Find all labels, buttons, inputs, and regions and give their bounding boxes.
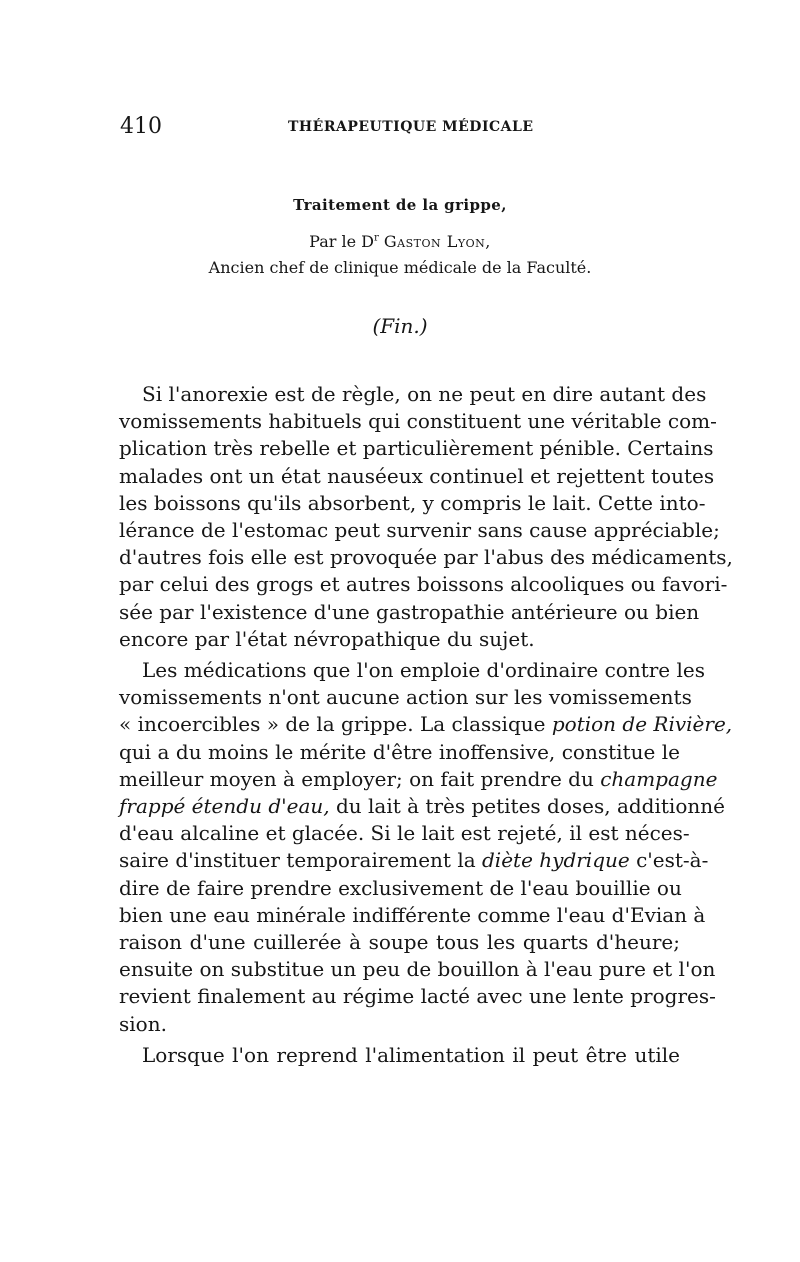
text-line [119,766,718,793]
paragraph-2 [119,657,733,1038]
running-title: THÉRAPEUTIQUE MÉDICALE [288,119,534,135]
running-head [120,114,683,144]
body-text [119,381,733,1073]
text-line: qui a du moins le mérite d'être inoffensive, constitue le [119,739,680,764]
text-line: par celui des grogs et autres boissons alcooliques ou favori- [119,572,728,597]
text-run: meilleur moyen à employer; on fait prendre du [119,766,601,791]
text-line: revient finalement au régime lacté avec une lente progres- [119,984,716,1009]
author-affiliation: Ancien chef de clinique médicale de la Faculté. [208,258,592,277]
italic-run: frappé étendu d'eau, [119,794,330,819]
page-number: 410 [120,114,162,139]
text-line: malades ont un état nauséeux continuel et rejettent toutes [119,463,715,488]
byline-prefix: Par le D [309,232,374,251]
text-line: d'autres fois elle est provoquée par l'abus des médicaments, [119,545,733,570]
paragraph-1 [119,381,733,653]
text-line [119,793,725,820]
text-line: ensuite on substitue un peu de bouillon à l'eau pure et l'on [119,957,716,982]
text-line: bien une eau minérale indifférente comme l'eau d'Evian à [119,902,706,927]
text-line: les boissons qu'ils absorbent, y compris le lait. Cette into- [119,490,706,515]
text-line: vomissements n'ont aucune action sur les vomissements [119,685,692,710]
italic-run: diète hydrique [482,848,630,873]
article-title: Traitement de la grippe, [293,196,507,214]
text-line: vomissements habituels qui constituent une véritable com- [119,409,717,434]
text-line: sion. [119,1011,167,1036]
text-line: sée par l'existence d'une gastropathie antérieure ou bien [119,599,700,624]
author-name: Gaston Lyon, [383,232,491,251]
text-line: dire de faire prendre exclusivement de l'eau bouillie ou [119,875,682,900]
italic-run: champagne [600,766,718,791]
byline-superscript: r [374,232,379,244]
text-run: du lait à très petites doses, additionné [329,794,725,819]
continuation-marker: (Fin.) [372,314,428,338]
text-line [119,711,733,738]
text-line: raison d'une cuillerée à soupe tous les quarts d'heure; [119,930,680,955]
text-line [119,847,709,874]
text-line: Si l'anorexie est de règle, on ne peut en dire autant des [142,382,707,406]
text-line: lérance de l'estomac peut survenir sans cause appréciable; [119,518,720,543]
paragraph-3 [119,1042,680,1069]
text-line: Les médications que l'on emploie d'ordinaire contre les [142,658,705,683]
text-line: encore par l'état névropathique du sujet. [119,626,535,651]
text-run: « incoercibles » de la grippe. La classique [119,712,552,737]
byline [0,232,800,251]
text-run: c'est-à- [629,848,709,873]
text-line: plication très rebelle et particulièrement pénible. Certains [119,436,714,461]
text-line: d'eau alcaline et glacée. Si le lait est rejeté, il est néces- [119,821,690,846]
text-line: Lorsque l'on reprend l'alimentation il peut être utile [142,1042,680,1067]
italic-run: potion de Rivière, [551,712,733,737]
text-run: saire d'instituer temporairement la [119,848,482,873]
